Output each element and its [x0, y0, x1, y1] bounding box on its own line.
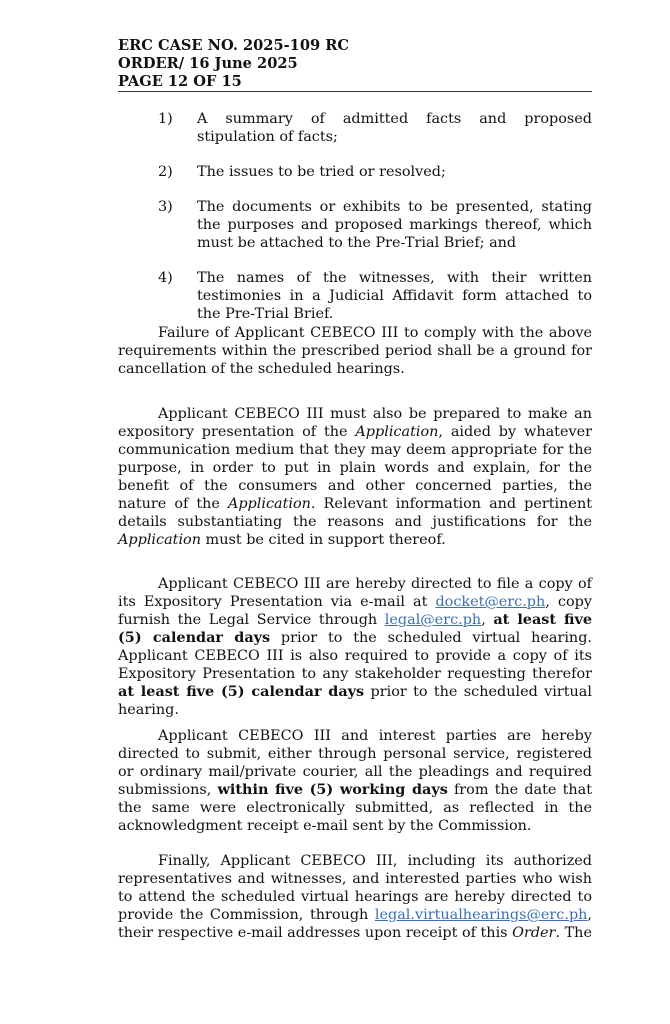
paragraph-text: prior to the scheduled virtual hearing. Applicant CEBECO III is also required to provide a copy of its Expository Presentation to any stakeholder requesting therefor — [118, 630, 592, 682]
list-item-number: 2) — [158, 164, 173, 180]
legal-email-link[interactable]: legal@erc.ph — [384, 612, 482, 628]
paragraph-text: , — [481, 612, 494, 628]
paragraph-text: from the date that the same were electronically submitted, as reflected in the acknowledgment receipt e-mail sent by the Commission. — [118, 782, 593, 834]
pretrial-requirements-list — [118, 110, 592, 340]
list-item — [118, 163, 592, 181]
paragraph-text: Applicant CEBECO III must also be prepared to make an expository presentation of the — [118, 406, 592, 440]
paragraph-failure-to-comply — [118, 324, 592, 378]
case-number: ERC CASE NO. 2025-109 RC — [118, 37, 349, 54]
italic-term: Application — [227, 496, 311, 512]
list-item-number: 4) — [158, 270, 173, 286]
paragraph-text: , copy furnish the Legal Service through — [118, 594, 592, 628]
virtual-hearings-email-link[interactable]: legal.virtualhearings@erc.ph — [374, 907, 588, 923]
paragraph-file-expository-copy — [118, 575, 592, 719]
paragraph-virtual-hearing-emails — [118, 852, 592, 942]
paragraph-text: prior to the scheduled virtual hearing. — [118, 684, 592, 718]
paragraph-expository-presentation — [118, 405, 592, 549]
paragraph-text: Failure of Applicant CEBECO III to comply with the above requirements within the prescribed period shall be a ground for cancellation of the scheduled hearings. — [118, 325, 592, 377]
paragraph-submit-pleadings — [118, 727, 592, 835]
bold-deadline: within five (5) working days — [217, 781, 448, 798]
list-item-text: The documents or exhibits to be presented, stating the purposes and proposed markings thereof, which must be attached to the Pre-Trial Brief; and — [197, 199, 592, 251]
page-number: PAGE 12 OF 15 — [118, 73, 242, 90]
list-item-text: A summary of admitted facts and proposed stipulation of facts; — [197, 111, 592, 145]
list-item — [118, 269, 592, 323]
italic-term: Application — [118, 532, 201, 548]
list-item — [118, 110, 592, 146]
list-item-number: 1) — [158, 111, 173, 127]
paragraph-text: Applicant CEBECO III are hereby directed to file a copy of its Expository Presentation via e-mail at — [118, 576, 592, 610]
italic-term: Order — [512, 925, 556, 941]
list-item-text: The issues to be tried or resolved; — [197, 164, 446, 180]
header-divider — [118, 91, 592, 92]
bold-deadline: at least five (5) calendar days — [118, 683, 365, 700]
list-item-number: 3) — [158, 199, 173, 215]
list-item — [118, 198, 592, 252]
page-header — [118, 37, 349, 91]
paragraph-text: , aided by whatever communication medium that they may deem appropriate for the purpose, in order to put in plain words and explain, for the benefit of the consumers and other concerned parties, the nature of the — [118, 424, 592, 512]
italic-term: Application — [355, 424, 439, 440]
paragraph-text: , their respective e-mail addresses upon receipt of this — [118, 907, 592, 941]
bold-deadline: at least five (5) calendar days — [118, 611, 593, 646]
paragraph-text: Applicant CEBECO III and interest parties are hereby directed to submit, either through personal service, registered or ordinary mail/private courier, all the pleadings and required submissions, — [118, 728, 592, 798]
paragraph-text: Finally, Applicant CEBECO III, including its authorized representatives and witnesses, and interested parties who wish to attend the scheduled virtual hearings are hereby directed to provide the Commission, through — [118, 853, 592, 923]
paragraph-text: must be cited in support thereof. — [200, 532, 446, 548]
paragraph-text: . The — [555, 925, 592, 941]
docket-email-link[interactable]: docket@erc.ph — [435, 594, 546, 610]
paragraph-text: . Relevant information and pertinent details substantiating the reasons and justifications for the — [118, 496, 592, 530]
order-date: ORDER/ 16 June 2025 — [118, 55, 298, 72]
list-item-text: The names of the witnesses, with their written testimonies in a Judicial Affidavit form attached to the Pre-Trial Brief. — [197, 270, 592, 322]
